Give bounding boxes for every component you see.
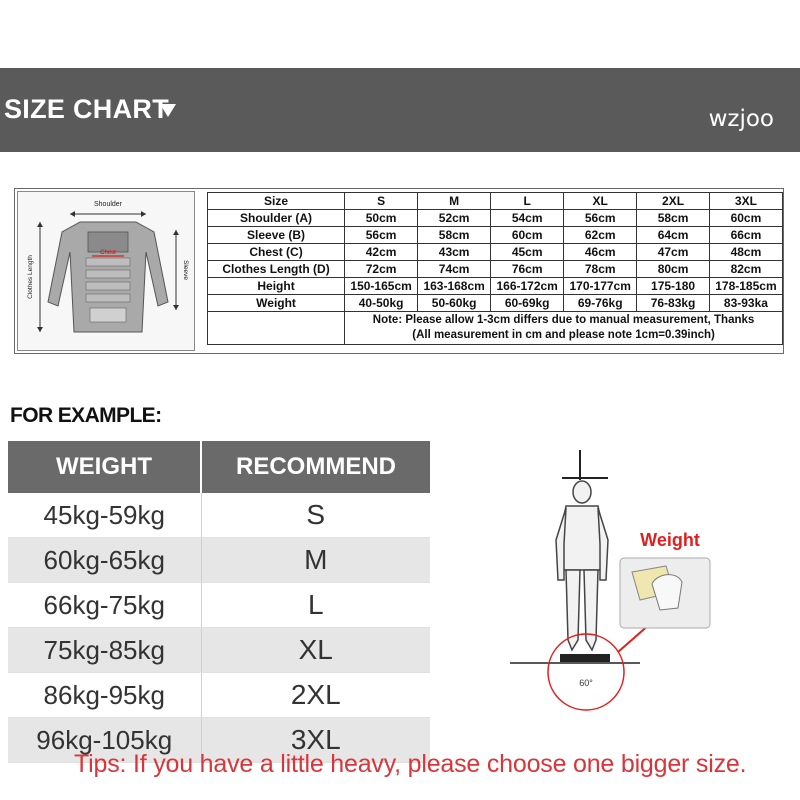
table-cell: Clothes Length (D) (208, 261, 345, 278)
table-cell: 2XL (637, 193, 710, 210)
table-row (8, 583, 430, 628)
table-cell: 62cm (564, 227, 637, 244)
size-cell: L (201, 583, 430, 628)
table-cell: 48cm (709, 244, 782, 261)
table-cell: 40-50kg (345, 295, 418, 312)
table-cell: 175-180 (637, 278, 710, 295)
table-cell: 52cm (418, 210, 491, 227)
table-row (208, 210, 783, 227)
table-cell: 46cm (564, 244, 637, 261)
table-cell: Height (208, 278, 345, 295)
table-row (208, 261, 783, 278)
size-cell: 2XL (201, 673, 430, 718)
shoulder-label: Shoulder (93, 201, 123, 208)
armor-jacket-icon (18, 192, 194, 350)
table-cell: XL (564, 193, 637, 210)
weight-cell: 96kg-105kg (8, 718, 201, 763)
measurement-note (345, 312, 783, 345)
table-cell: 178-185cm (709, 278, 782, 295)
size-chart-box (14, 188, 784, 354)
table-cell: Weight (208, 295, 345, 312)
table-row (208, 227, 783, 244)
table-row (208, 244, 783, 261)
angle-label: 60° (579, 678, 593, 688)
weight-cell: 45kg-59kg (8, 493, 201, 538)
weight-cell: 75kg-85kg (8, 628, 201, 673)
example-title: FOR EXAMPLE: (10, 404, 162, 427)
table-cell: 60cm (491, 227, 564, 244)
recommend-header: RECOMMEND (201, 441, 430, 493)
table-cell: 60-69kg (491, 295, 564, 312)
table-cell: 54cm (491, 210, 564, 227)
tips-text: Tips: If you have a little heavy, please choose one bigger size. (74, 750, 747, 778)
jacket-measurement-figure (17, 191, 195, 351)
table-cell: Size (208, 193, 345, 210)
table-row (8, 628, 430, 673)
table-cell: 45cm (491, 244, 564, 261)
note-line-1: Note: Please allow 1-3cm differs due to manual measurement, Thanks (372, 314, 755, 326)
weight-recommend-table (8, 441, 430, 763)
weight-cell: 60kg-65kg (8, 538, 201, 583)
table-cell: 74cm (418, 261, 491, 278)
table-cell (208, 312, 345, 345)
size-table-header-row (208, 193, 783, 210)
table-cell: 3XL (709, 193, 782, 210)
size-cell: 3XL (201, 718, 430, 763)
table-cell: 64cm (637, 227, 710, 244)
table-cell: M (418, 193, 491, 210)
size-cell: XL (201, 628, 430, 673)
person-on-scale-icon (500, 440, 800, 730)
table-cell: 58cm (418, 227, 491, 244)
table-cell: 82cm (709, 261, 782, 278)
table-cell: 56cm (345, 227, 418, 244)
table-cell: 80cm (637, 261, 710, 278)
note-line-2: (All measurement in cm and please note 1cm=0.39inch) (412, 329, 715, 341)
table-cell: S (345, 193, 418, 210)
rec-header-row (8, 441, 430, 493)
weight-cell: 86kg-95kg (8, 673, 201, 718)
size-measurement-table (207, 192, 783, 345)
caret-down-icon (160, 104, 176, 117)
size-cell: M (201, 538, 430, 583)
weight-label: Weight (640, 530, 700, 550)
table-cell: 69-76kg (564, 295, 637, 312)
table-cell: 56cm (564, 210, 637, 227)
table-cell: 60cm (709, 210, 782, 227)
table-cell: 78cm (564, 261, 637, 278)
chest-label: Chest (100, 250, 116, 256)
size-chart-banner (0, 68, 800, 152)
table-cell: L (491, 193, 564, 210)
table-row (8, 538, 430, 583)
table-cell: Sleeve (B) (208, 227, 345, 244)
size-cell: S (201, 493, 430, 538)
table-row (8, 493, 430, 538)
table-cell: 42cm (345, 244, 418, 261)
weight-header: WEIGHT (8, 441, 201, 493)
table-cell: 50-60kg (418, 295, 491, 312)
table-cell: 43cm (418, 244, 491, 261)
weight-cell: 66kg-75kg (8, 583, 201, 628)
table-note-row (208, 312, 783, 345)
table-cell: 166-172cm (491, 278, 564, 295)
table-cell: 170-177cm (564, 278, 637, 295)
table-cell: 50cm (345, 210, 418, 227)
table-row (8, 673, 430, 718)
table-cell: 76cm (491, 261, 564, 278)
weighing-illustration (500, 440, 800, 730)
banner-title: SIZE CHART (4, 94, 169, 124)
table-cell: 150-165cm (345, 278, 418, 295)
table-cell: 58cm (637, 210, 710, 227)
table-row (208, 278, 783, 295)
table-cell: Chest (C) (208, 244, 345, 261)
table-cell: 83-93ka (709, 295, 782, 312)
table-cell: Shoulder (A) (208, 210, 345, 227)
table-cell: 47cm (637, 244, 710, 261)
table-cell: 163-168cm (418, 278, 491, 295)
sleeve-label: Sleeve (182, 260, 189, 280)
table-row (208, 295, 783, 312)
table-cell: 66cm (709, 227, 782, 244)
length-label: Clothes Length (27, 255, 34, 299)
table-cell: 76-83kg (637, 295, 710, 312)
brand-name: wzjoo (708, 106, 774, 132)
table-cell: 72cm (345, 261, 418, 278)
